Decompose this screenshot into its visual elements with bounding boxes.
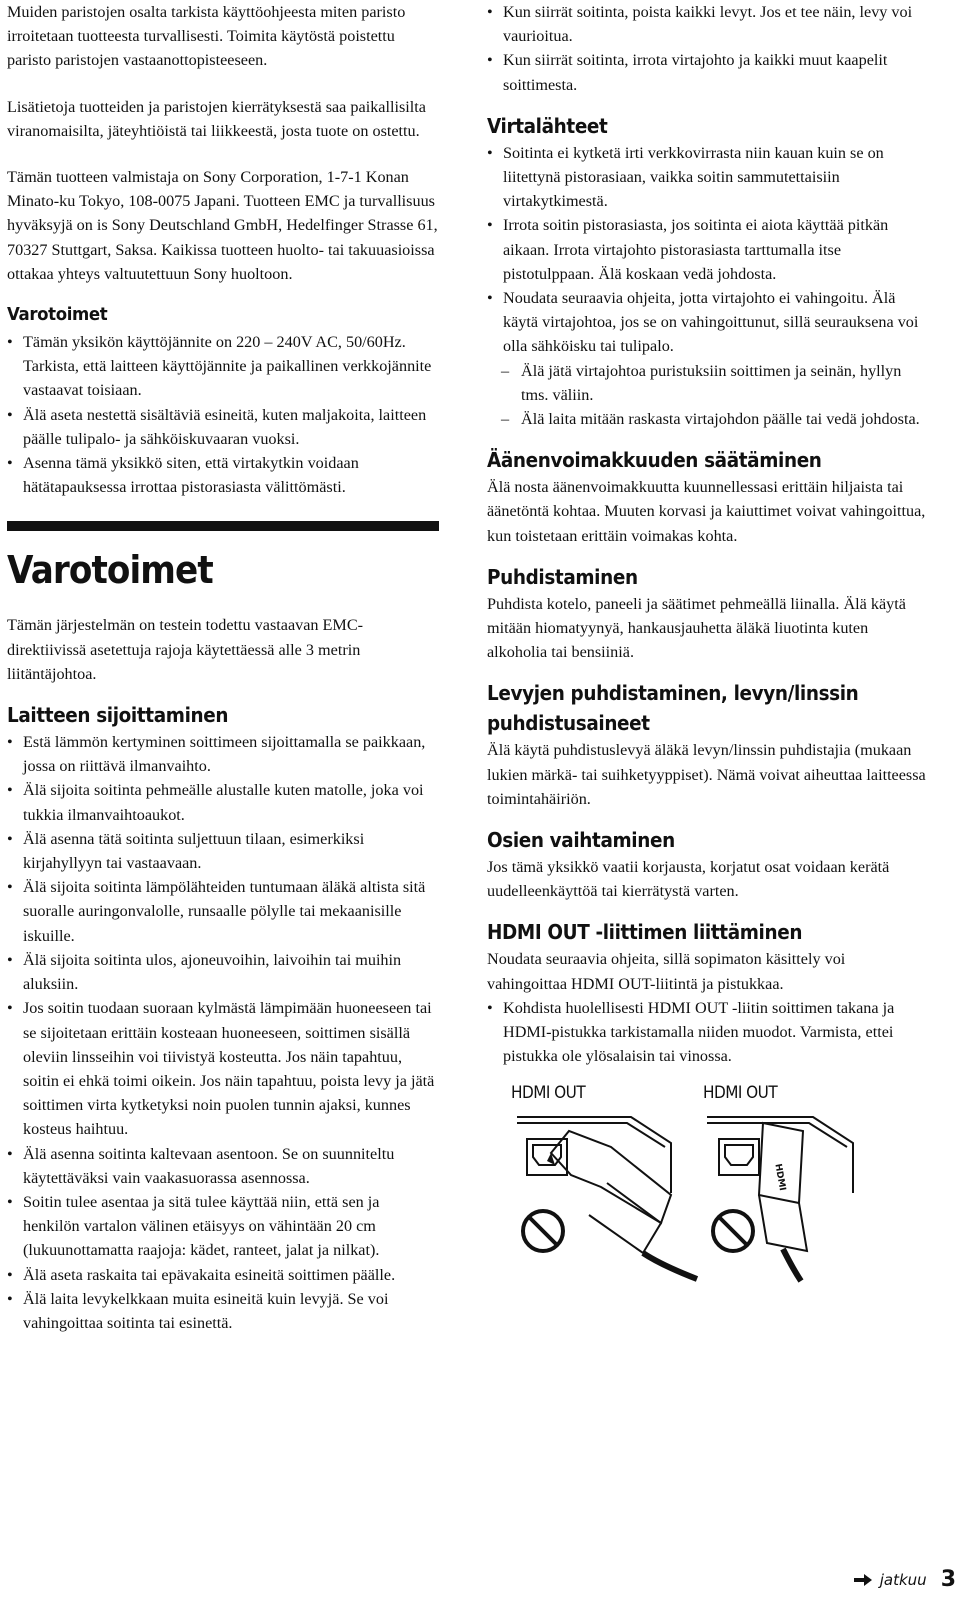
moving-list [487, 0, 927, 97]
page-footer [854, 1567, 956, 1592]
varotoimet-subheading: Varotoimet [7, 304, 108, 326]
list-item: • Kohdista huolellisesti HDMI OUT -liitin soittimen takana ja HDMI-pistukka tarkistamalla niiden muodot. Varmista, ettei pistukka ole ylösalaisin tai vinossa. [487, 996, 927, 1069]
list-item: • Kun siirrät soitinta, poista kaikki levyt. Jos et tee näin, levy voi vaurioitua. [487, 0, 927, 48]
left-column [7, 0, 439, 1335]
list-item: • Älä sijoita soitinta ulos, ajoneuvoihin, laivoihin tai muihin aluksiin. [7, 948, 439, 996]
disc-cleaning-heading-line-1: Levyjen puhdistaminen, levyn/linssin [487, 681, 859, 706]
right-column [487, 0, 927, 1283]
volume-heading: Äänenvoimakkuuden säätäminen [487, 448, 822, 473]
parts-paragraph: Jos tämä yksikkö vaatii korjausta, korjatut osat voidaan kerätä uudelleenkäyttöä tai kierrätystä varten. [487, 858, 890, 901]
list-item: • Noudata seuraavia ohjeita, jotta virtajohto ei vahingoitu. Älä käytä virtajohtoa, jos se on vahingoittunut, sillä seurauksena voi olla sähköisku tai tulipalo. [487, 286, 927, 359]
cleaning-paragraph: Puhdista kotelo, paneeli ja säätimet pehmeällä liinalla. Älä käytä mitään hiomatyynyä, hankausjauhetta äläkä liuotinta kuten alkoholia tai bensiiniä. [487, 594, 906, 662]
list-item: • Soitinta ei kytketä irti verkkovirrasta niin kauan kuin se on liitettynä pistorasiaan, vaikka soitin sammutettaisiin virtakytkimestä. [487, 141, 927, 214]
list-item: • Älä sijoita soitinta lämpölähteiden tuntumaan äläkä altista sitä suoralle auringonvalolle, runsaalle pölylle tai mekaanisille iskuille. [7, 875, 439, 948]
intro-paragraph-3: Tämän tuotteen valmistaja on Sony Corporation, 1-7-1 Konan Minato-ku Tokyo, 108-0075 Japani. Tuotteen EMC ja turvallisuus hyväksyjä on is Sony Deutschland GmbH, Hedelfinger Strasse 61, 70327 Stuttgart, Saksa. Kaikissa tuotteen huolto- tai takuuasioissa ottakaa yhteys valtuutettuun Sony huoltoon. [7, 168, 438, 283]
main-section-title: Varotoimet [7, 548, 213, 593]
hdmi-out-label: HDMI OUT [703, 1082, 778, 1103]
page-number: 3 [940, 1567, 956, 1592]
list-item: • Jos soitin tuodaan suoraan kylmästä lämpimään huoneeseen tai se sijoitetaan erittäin kosteaan huoneeseen, soittimen sisällä oleviin linsseihin voi tiivistyä kosteutta. Jos näin tapahtuu, soitin ei ehkä toimi oikein. Jos näin tapahtuu, poista levy ja jätä soittimen virta kytketyksi noin puolen tunnin ajaksi, kunnes kosteus haihtuu. [7, 996, 439, 1141]
placement-list [7, 730, 439, 1335]
list-item: • Älä laita levykelkkaan muita esineitä kuin levyjä. Se voi vahingoittaa soitinta tai esinettä. [7, 1287, 439, 1335]
list-item: • Estä lämmön kertyminen soittimeen sijoittamalla se paikkaan, jossa on riittävä ilmanvaihto. [7, 730, 439, 778]
list-item: • Asenna tämä yksikkö siten, että virtakytkin voidaan hätätapauksessa irrottaa pistorasiasta välittömästi. [7, 451, 439, 499]
intro-paragraph-1: Muiden paristojen osalta tarkista käyttöohjeesta miten paristo irroitetaan tuotteesta turvallisesti. Toimita käytöstä poistettu paristo paristojen vastaanottopisteeseen. [7, 3, 406, 70]
list-item: • Älä aseta nestettä sisältäviä esineitä, kuten maljakoita, laitteen päälle tulipalo- ja sähköiskuvaaran vuoksi. [7, 403, 439, 451]
list-item: • Soitin tulee asentaa ja sitä tulee käyttää niin, että sen ja henkilön vartalon välinen etäisyys on vähintään 20 cm (lukuunottamatta raajoja: kädet, ranteet, jalat ja nilkat). [7, 1190, 439, 1263]
placement-heading: Laitteen sijoittaminen [7, 703, 229, 728]
hdmi-list [487, 996, 927, 1069]
hdmi-plug-label: HDMI [772, 1162, 787, 1192]
section-rule [7, 521, 439, 531]
power-list [487, 141, 927, 431]
hdmi-heading: HDMI OUT -liittimen liittäminen [487, 920, 803, 945]
list-item: • Kun siirrät soitinta, irrota virtajohto ja kaikki muut kaapelit soittimesta. [487, 48, 927, 96]
hdmi-figure-incorrect-1 [511, 1083, 711, 1283]
varotoimet-list [7, 330, 439, 499]
power-heading: Virtalähteet [487, 113, 608, 138]
emc-paragraph: Tämän järjestelmän on testein todettu vastaavan EMC-direktiivissä asetettuja rajoja käytettäessä alle 3 metrin liitäntäjohtoa. [7, 616, 364, 683]
parts-heading: Osien vaihtaminen [487, 828, 675, 853]
list-item: • Älä asenna tätä soitinta suljettuun tilaan, esimerkiksi kirjahyllyyn tai vastaavaan. [7, 827, 439, 875]
hdmi-out-label: HDMI OUT [511, 1082, 586, 1103]
disc-cleaning-heading [487, 678, 892, 738]
continue-arrow-icon [854, 1573, 872, 1587]
hdmi-plug-illustration [511, 1083, 711, 1283]
intro-paragraph-2: Lisätietoja tuotteiden ja paristojen kierrätyksestä saa paikallisilta viranomaisilta, jäteyhtiöistä tai liikkeestä, josta tuote on ostettu. [7, 97, 426, 140]
disc-cleaning-heading-line-2: puhdistusaineet [487, 711, 650, 736]
list-item: • Älä sijoita soitinta pehmeälle alustalle kuten matolle, joka voi tukkia ilmanvaihtoaukot. [7, 778, 439, 826]
list-item: • Älä asenna soitinta kaltevaan asentoon. Se on suunniteltu käytettäväksi vain vaakasuorassa asennossa. [7, 1142, 439, 1190]
volume-paragraph: Älä nosta äänenvoimakkuutta kuunnellessasi erittäin hiljaista tai äänetöntä kohtaa. Muuten korvasi ja kaiuttimet voivat vahingoittua, kun toistetaan erittäin voimakas kohta. [487, 478, 926, 545]
hdmi-figures [487, 1083, 927, 1283]
hdmi-paragraph: Noudata seuraavia ohjeita, sillä sopimaton käsittely voi vahingoittaa HDMI OUT-liitintä ja pistukkaa. [487, 950, 846, 993]
list-item: • Älä aseta raskaita tai epävakaita esineitä soittimen päälle. [7, 1263, 439, 1287]
sub-list-item: – Älä jätä virtajohtoa puristuksiin soittimen ja seinän, hyllyn tms. väliin. [487, 359, 927, 407]
list-item: • Irrota soitin pistorasiasta, jos soitinta ei aiota käyttää pitkän aikaan. Irrota virtajohto pistorasiasta tarttumalla itse pistotulppaan. Älä koskaan vedä johdosta. [487, 213, 927, 286]
cleaning-heading: Puhdistaminen [487, 564, 638, 589]
sub-list-item: – Älä laita mitään raskasta virtajohdon päälle tai vedä johdosta. [487, 407, 927, 431]
hdmi-figure-incorrect-2 [703, 1083, 903, 1283]
list-item: • Tämän yksikön käyttöjännite on 220 – 240V AC, 50/60Hz. Tarkista, että laitteen käyttöjännite ja paikallinen verkkojännite vastaavat toisiaan. [7, 330, 439, 403]
disc-cleaning-paragraph: Älä käytä puhdistuslevyä äläkä levyn/linssin puhdistajia (mukaan lukien märkä- tai suihketyyppiset). Nämä voivat aiheuttaa laitteessa toimintahäiriön. [487, 741, 926, 808]
continue-label: jatkuu [879, 1570, 927, 1589]
hdmi-plug-illustration [703, 1083, 923, 1283]
